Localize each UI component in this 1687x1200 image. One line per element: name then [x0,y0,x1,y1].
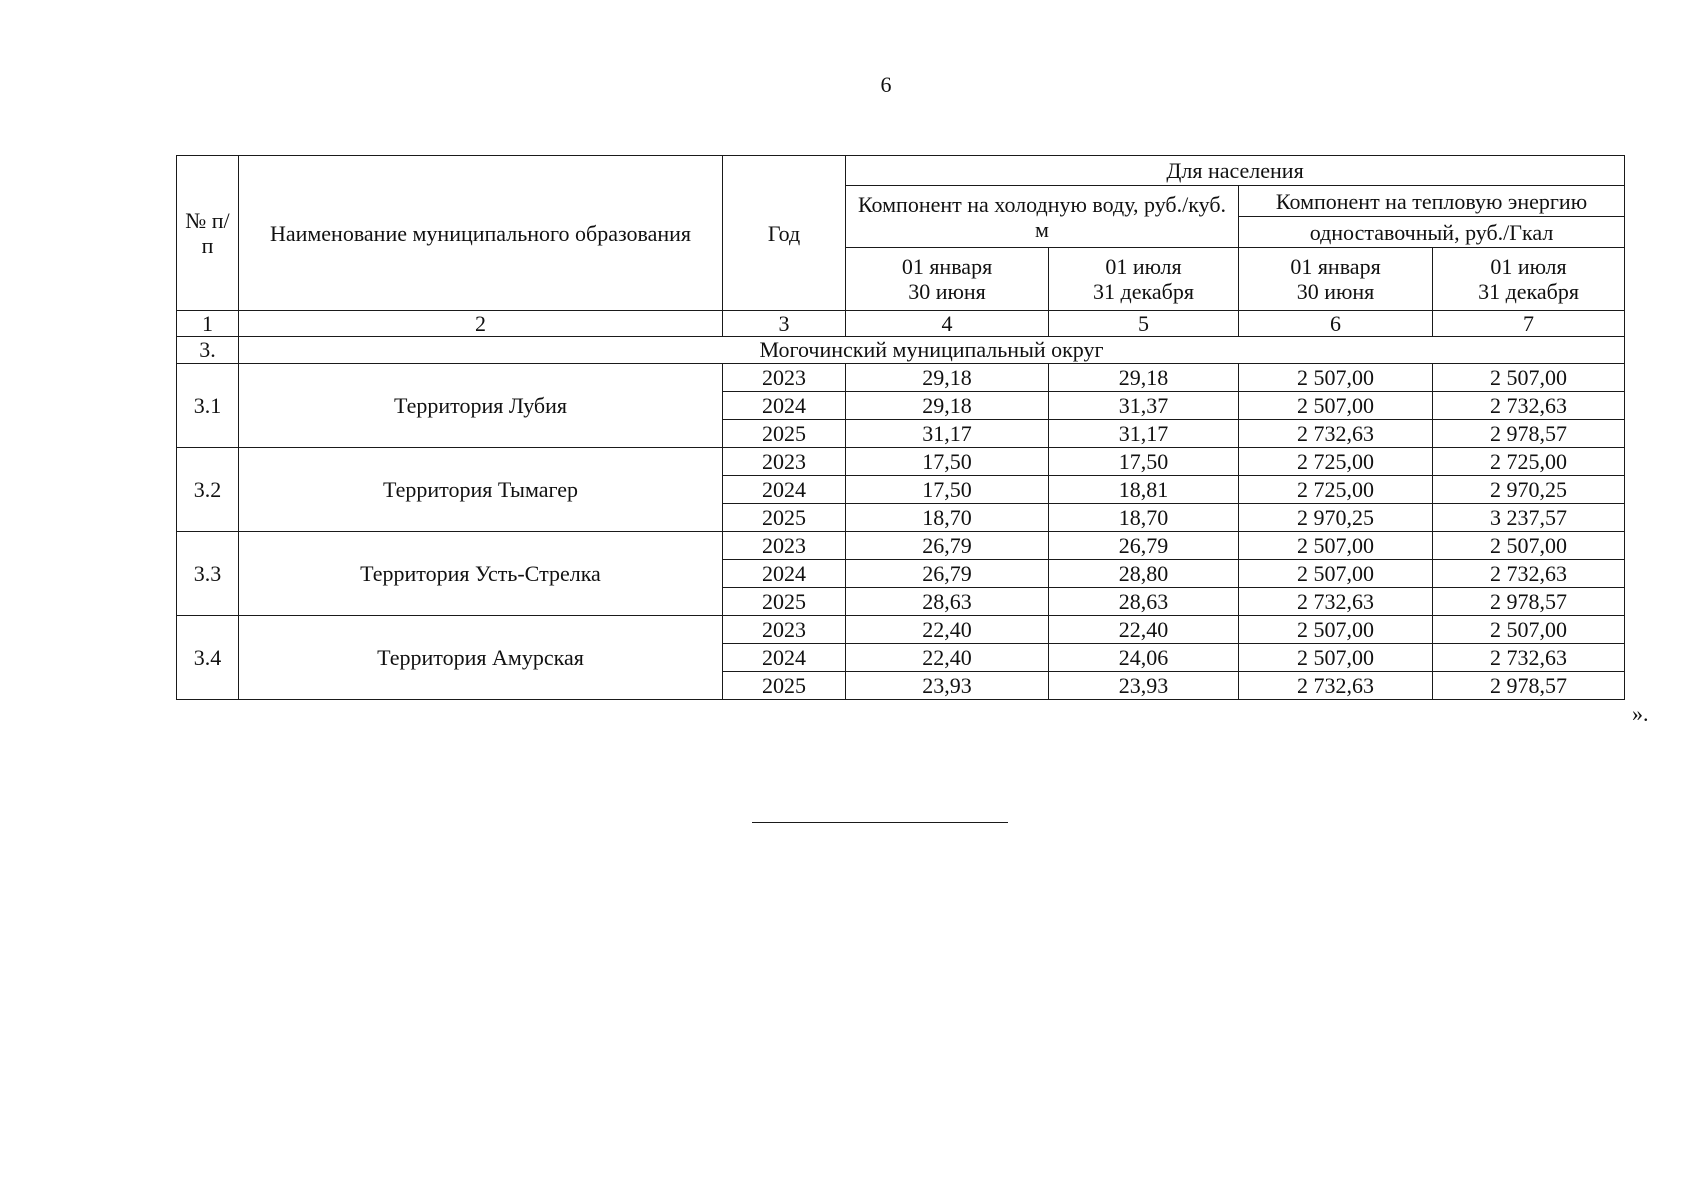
column-number: 4 [846,311,1049,337]
tariff-table [176,155,1625,700]
year-cell: 2023 [723,448,846,476]
table-row [177,532,1625,560]
year-cell: 2025 [723,420,846,448]
header-heat: Компонент на тепловую энергию [1239,186,1625,217]
year-cell: 2025 [723,504,846,532]
cold-water-h2-cell: 29,18 [1049,364,1239,392]
cold-water-h2-cell: 18,81 [1049,476,1239,504]
section-name: Могочинский муниципальный округ [239,337,1625,364]
cold-water-h1-cell: 17,50 [846,448,1049,476]
cold-water-h2-cell: 24,06 [1049,644,1239,672]
header-year: Год [723,156,846,311]
period-end: 31 декабря [1093,279,1194,304]
header-group: Для населения [846,156,1625,186]
column-number-row [177,311,1625,337]
cold-water-h2-cell: 26,79 [1049,532,1239,560]
year-cell: 2023 [723,364,846,392]
footer-rule [752,822,1008,823]
period-end: 31 декабря [1478,279,1579,304]
year-cell: 2024 [723,644,846,672]
heat-h2-cell: 2 725,00 [1433,448,1625,476]
period-start: 01 января [901,254,993,279]
heat-h1-cell: 2 507,00 [1239,392,1433,420]
year-cell: 2024 [723,476,846,504]
cold-water-h2-cell: 17,50 [1049,448,1239,476]
cold-water-h1-cell: 23,93 [846,672,1049,700]
column-number: 7 [1433,311,1625,337]
period-start: 01 июля [1105,254,1182,279]
territory-name: Территория Амурская [239,616,723,700]
heat-h1-cell: 2 732,63 [1239,588,1433,616]
column-number: 2 [239,311,723,337]
cold-water-h1-cell: 29,18 [846,392,1049,420]
cold-water-h1-cell: 18,70 [846,504,1049,532]
heat-h2-cell: 2 978,57 [1433,672,1625,700]
cold-water-h2-cell: 31,17 [1049,420,1239,448]
heat-h1-cell: 2 732,63 [1239,420,1433,448]
cold-water-h2-cell: 28,80 [1049,560,1239,588]
header-name: Наименование муниципального образования [239,156,723,311]
territory-num: 3.1 [177,364,239,448]
period-start: 01 января [1290,254,1381,279]
cold-water-h2-cell: 28,63 [1049,588,1239,616]
heat-h2-cell: 2 978,57 [1433,420,1625,448]
territory-name: Территория Тымагер [239,448,723,532]
cold-water-h2-cell: 31,37 [1049,392,1239,420]
header-cold-water: Компонент на холодную воду, руб./куб. м [846,186,1239,248]
column-number: 3 [723,311,846,337]
year-cell: 2023 [723,616,846,644]
territory-num: 3.3 [177,532,239,616]
heat-h1-cell: 2 507,00 [1239,364,1433,392]
heat-h2-cell: 2 732,63 [1433,560,1625,588]
heat-h1-cell: 2 507,00 [1239,560,1433,588]
table-row [177,616,1625,644]
heat-h1-cell: 2 507,00 [1239,532,1433,560]
cold-water-h1-cell: 28,63 [846,588,1049,616]
column-number: 1 [177,311,239,337]
column-number: 6 [1239,311,1433,337]
heat-h2-cell: 3 237,57 [1433,504,1625,532]
header-period-2 [1049,248,1239,311]
territory-name: Территория Усть-Стрелка [239,532,723,616]
cold-water-h1-cell: 22,40 [846,616,1049,644]
heat-h1-cell: 2 725,00 [1239,448,1433,476]
cold-water-h2-cell: 18,70 [1049,504,1239,532]
table-header [177,156,1625,311]
territory-name: Территория Лубия [239,364,723,448]
heat-h2-cell: 2 507,00 [1433,364,1625,392]
heat-h2-cell: 2 732,63 [1433,644,1625,672]
heat-h1-cell: 2 732,63 [1239,672,1433,700]
header-period-2 [1433,248,1625,311]
table-body [177,311,1625,700]
year-cell: 2025 [723,588,846,616]
section-row [177,337,1625,364]
cold-water-h2-cell: 23,93 [1049,672,1239,700]
heat-h1-cell: 2 507,00 [1239,616,1433,644]
header-heat-sub: одноставочный, руб./Гкал [1239,217,1625,248]
cold-water-h1-cell: 31,17 [846,420,1049,448]
territory-num: 3.2 [177,448,239,532]
period-start: 01 июля [1490,254,1567,279]
year-cell: 2024 [723,560,846,588]
heat-h1-cell: 2 725,00 [1239,476,1433,504]
territory-num: 3.4 [177,616,239,700]
page-number: 6 [880,72,892,97]
table-row [177,364,1625,392]
heat-h1-cell: 2 970,25 [1239,504,1433,532]
heat-h2-cell: 2 507,00 [1433,532,1625,560]
year-cell: 2024 [723,392,846,420]
column-number: 5 [1049,311,1239,337]
heat-h2-cell: 2 732,63 [1433,392,1625,420]
section-num: 3. [177,337,239,364]
table-row [177,448,1625,476]
heat-h2-cell: 2 970,25 [1433,476,1625,504]
heat-h2-cell: 2 507,00 [1433,616,1625,644]
year-cell: 2025 [723,672,846,700]
cold-water-h2-cell: 22,40 [1049,616,1239,644]
closing-quote: ». [1632,701,1649,726]
period-end: 30 июня [1296,279,1375,304]
cold-water-h1-cell: 22,40 [846,644,1049,672]
header-num: № п/п [177,156,239,311]
year-cell: 2023 [723,532,846,560]
cold-water-h1-cell: 26,79 [846,560,1049,588]
cold-water-h1-cell: 29,18 [846,364,1049,392]
period-end: 30 июня [908,279,986,304]
heat-h1-cell: 2 507,00 [1239,644,1433,672]
cold-water-h1-cell: 26,79 [846,532,1049,560]
header-period-1 [846,248,1049,311]
header-period-1 [1239,248,1433,311]
heat-h2-cell: 2 978,57 [1433,588,1625,616]
cold-water-h1-cell: 17,50 [846,476,1049,504]
